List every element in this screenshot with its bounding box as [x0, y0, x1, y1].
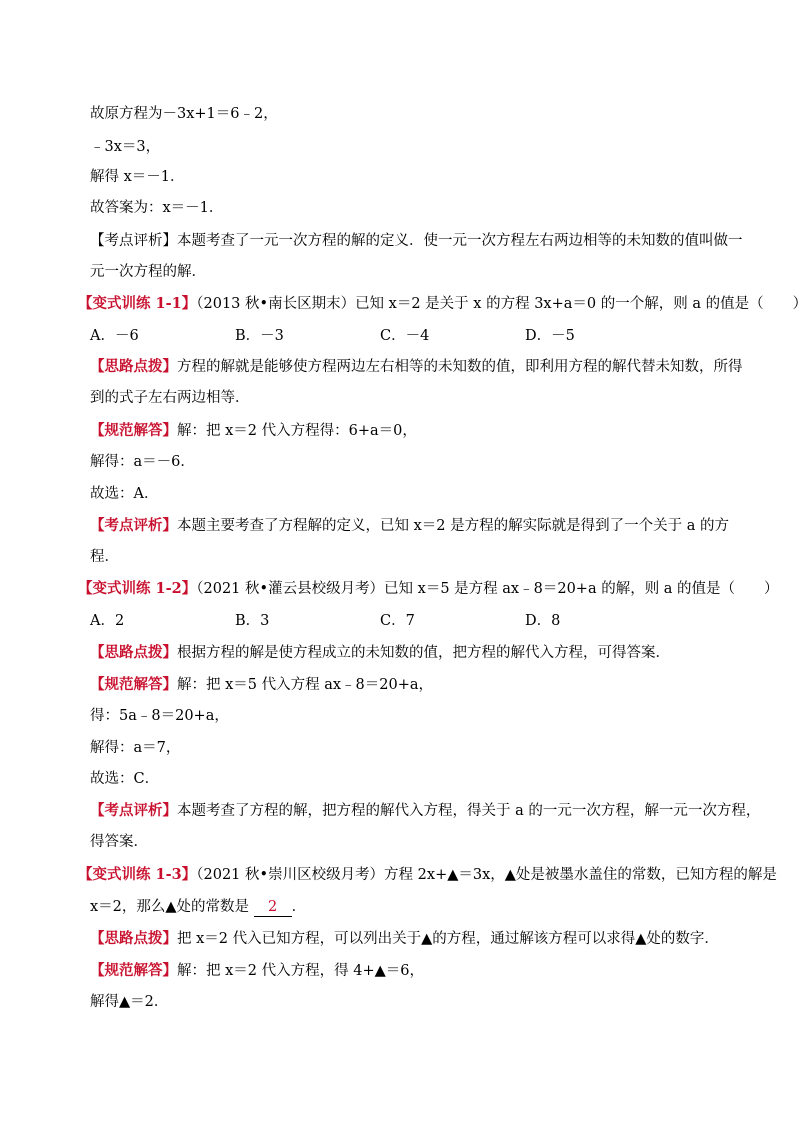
question-tag: 【变式训练 1-1】 [78, 295, 197, 312]
solution-tag: 【规范解答】 [90, 422, 177, 439]
solution-line: ﹣3x＝3， [90, 139, 161, 155]
solution-line [90, 957, 720, 985]
question-2-options [90, 607, 720, 635]
solution-line: 故选：A． [90, 486, 159, 502]
evaluation-text: 本题考查了方程的解，把方程的解代入方程，得关于 a 的一元一次方程，解一元一次方程， [177, 803, 761, 819]
question-3-stem [78, 861, 777, 889]
option-d: D．8 [525, 613, 561, 629]
idea-line [90, 639, 720, 667]
option-a: A．－6 [90, 328, 139, 344]
solution-line: 解得▲＝2． [90, 994, 169, 1010]
idea-text: 根据方程的解是使方程成立的未知数的值，把方程的解代入方程，可得答案． [177, 645, 670, 661]
option-c: C．－4 [380, 328, 430, 344]
question-text: （2021 秋•崇川区校级月考）方程 2x+▲＝3x，▲处是被墨水盖住的常数，已知方程的解是 [196, 867, 777, 883]
solution-line [90, 417, 720, 445]
answer-line: 故答案为：x＝－1． [90, 200, 224, 216]
question-text: （2021 秋•灌云县校级月考）已知 x＝5 是方程 ax﹣8＝20+a 的解，则 a 的值是（ ） [196, 581, 779, 597]
solution-line: 得：5a﹣8＝20+a， [90, 708, 229, 724]
solution-line: 解得：a＝7， [90, 740, 181, 756]
evaluation-line [90, 512, 729, 540]
idea-tag: 【思路点拨】 [90, 358, 177, 375]
evaluation-line [90, 797, 761, 825]
solution-text: 解：把 x＝5 代入方程 ax﹣8＝20+a， [177, 677, 434, 693]
question-3-stem-cont [90, 893, 720, 921]
idea-line [90, 925, 720, 953]
solution-line: 解得 x＝－1． [90, 169, 185, 185]
answer-blank: 2 [254, 898, 292, 917]
option-b: B．3 [235, 613, 270, 629]
evaluation-text: 本题主要考查了方程解的定义，已知 x＝2 是方程的解实际就是得到了一个关于 a 的方 [177, 518, 729, 534]
idea-text: 把 x＝2 代入已知方程，可以列出关于▲的方程，通过解该方程可以求得▲处的数字． [177, 931, 719, 947]
idea-text: 方程的解就是能够使方程两边左右相等的未知数的值，即利用方程的解代替未知数，所得 [177, 359, 743, 375]
question-tag: 【变式训练 1-3】 [78, 866, 197, 883]
idea-tag: 【思路点拨】 [90, 644, 177, 661]
solution-line [90, 671, 720, 699]
evaluation-line: 【考点评析】本题考查了一元一次方程的解的定义．使一元一次方程左右两边相等的未知数的值叫做一 [90, 233, 743, 249]
question-2-stem [78, 575, 779, 603]
evaluation-line: 得答案． [90, 834, 148, 850]
idea-line [90, 353, 743, 381]
evaluation-tag: 【考点评析】 [90, 802, 177, 819]
evaluation-line: 元一次方程的解． [90, 264, 206, 280]
solution-text: 解：把 x＝2 代入方程得：6+a＝0， [177, 423, 417, 439]
evaluation-tag: 【考点评析】 [90, 517, 177, 534]
question-1-stem [78, 290, 807, 318]
solution-text: 解：把 x＝2 代入方程，得 4+▲＝6， [177, 963, 424, 979]
question-tag: 【变式训练 1-2】 [78, 580, 197, 597]
solution-line: 故选：C． [90, 771, 160, 787]
question-text: （2013 秋•南长区期末）已知 x＝2 是关于 x 的方程 3x+a＝0 的一个解，则 a 的值是（ ） [196, 296, 807, 312]
solution-line: 故原方程为－3x+1＝6﹣2， [90, 106, 278, 122]
option-c: C．7 [380, 613, 415, 629]
solution-tag: 【规范解答】 [90, 676, 177, 693]
solution-tag: 【规范解答】 [90, 962, 177, 979]
option-d: D．－5 [525, 328, 575, 344]
question-text-end: ． [291, 899, 307, 915]
idea-line: 到的式子左右两边相等． [90, 390, 250, 406]
question-1-options [90, 322, 720, 350]
option-b: B．－3 [235, 328, 284, 344]
option-a: A．2 [90, 613, 125, 629]
evaluation-line: 程． [90, 549, 119, 565]
question-text: x＝2，那么▲处的常数是 [90, 899, 250, 915]
solution-line: 解得：a＝－6． [90, 454, 195, 470]
idea-tag: 【思路点拨】 [90, 930, 177, 947]
